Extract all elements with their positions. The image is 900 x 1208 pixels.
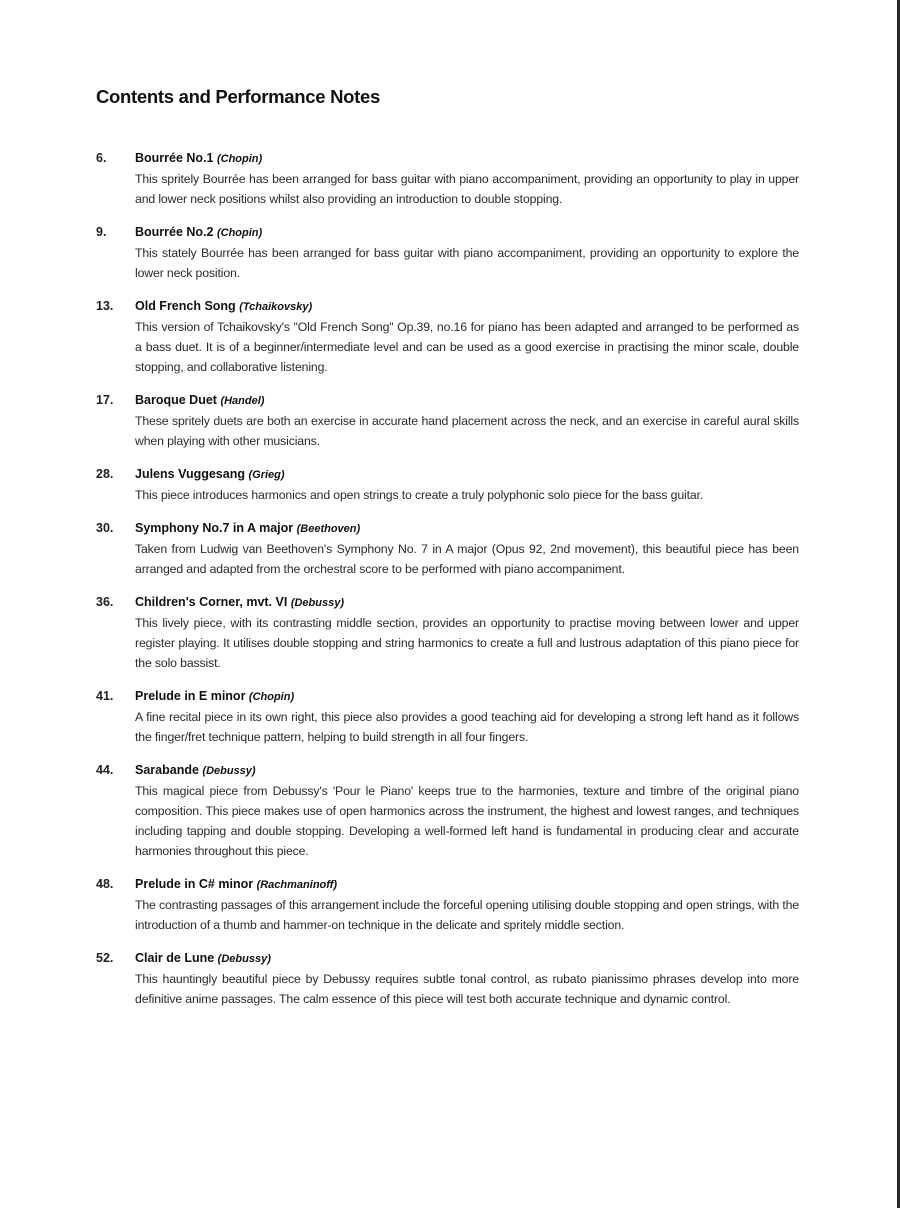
entry-description: This piece introduces harmonics and open strings to create a truly polyphonic solo piece for the bass guitar.: [135, 488, 704, 502]
entry-page-number: 44.: [96, 763, 114, 777]
entry-piece-title: Julens Vuggesang: [135, 467, 245, 481]
entry-content: [135, 686, 799, 747]
entry-heading: [135, 222, 799, 243]
contents-entry: [96, 148, 799, 209]
entry-piece-title: Bourrée No.1: [135, 151, 214, 165]
entry-description: A fine recital piece in its own right, this piece also provides a good teaching aid for developing a strong left hand as it follows the finger/fret technique pattern, helping to build strength in all four fingers.: [135, 710, 799, 744]
entry-page-number: 48.: [96, 877, 114, 891]
entry-piece-title: Clair de Lune: [135, 951, 215, 965]
entry-page-number: 9.: [96, 225, 107, 239]
entry-page-number: 52.: [96, 951, 114, 965]
entry-piece-title: Children's Corner, mvt. VI: [135, 595, 288, 609]
entry-composer: (Chopin): [248, 691, 295, 703]
entry-description: This stately Bourrée has been arranged for bass guitar with piano accompaniment, providing an opportunity to explore the lower neck position.: [135, 246, 799, 280]
entry-description: Taken from Ludwig van Beethoven's Symphony No. 7 in A major (Opus 92, 2nd movement), this beautiful piece has been arranged and adapted from the orchestral score to be performed with piano accompaniment.: [135, 542, 799, 576]
entry-composer: (Rachmaninoff): [256, 879, 338, 891]
entry-composer: (Grieg): [248, 469, 285, 481]
entry-heading: [135, 592, 799, 613]
entry-page-number: 28.: [96, 467, 114, 481]
entry-heading: [135, 518, 799, 539]
entry-heading: [135, 148, 799, 169]
entry-piece-title: Old French Song: [135, 299, 236, 313]
entry-heading: [135, 760, 799, 781]
entry-composer: (Beethoven): [296, 523, 361, 535]
contents-list: [96, 148, 799, 1022]
entry-page-number: 13.: [96, 299, 114, 313]
entry-description: This spritely Bourrée has been arranged for bass guitar with piano accompaniment, providing an opportunity to play in upper and lower neck positions whilst also providing an introduction to double stopping.: [135, 172, 799, 206]
contents-entry: [96, 390, 799, 451]
entry-page-number: 30.: [96, 521, 114, 535]
entry-composer: (Handel): [220, 395, 265, 407]
entry-content: [135, 296, 799, 377]
entry-content: [135, 592, 799, 673]
entry-piece-title: Prelude in C# minor: [135, 877, 254, 891]
entry-composer: (Chopin): [216, 227, 263, 239]
entry-composer: (Tchaikovsky): [239, 301, 313, 313]
entry-page-number: 17.: [96, 393, 114, 407]
entry-content: [135, 390, 799, 451]
entry-content: [135, 148, 799, 209]
entry-content: [135, 948, 799, 1009]
entry-heading: [135, 874, 799, 895]
entry-composer: (Debussy): [290, 597, 344, 609]
entry-piece-title: Bourrée No.2: [135, 225, 214, 239]
page-title: Contents and Performance Notes: [96, 86, 380, 107]
entry-composer: (Chopin): [216, 153, 263, 165]
entry-content: [135, 464, 799, 505]
contents-entry: [96, 874, 799, 935]
entry-page-number: 6.: [96, 151, 107, 165]
entry-piece-title: Sarabande: [135, 763, 199, 777]
entry-content: [135, 518, 799, 579]
entry-content: [135, 222, 799, 283]
contents-entry: [96, 296, 799, 377]
entry-composer: (Debussy): [217, 953, 271, 965]
entry-description: This lively piece, with its contrasting middle section, provides an opportunity to practise moving between lower and upper register playing. It utilises double stopping and string harmonics to create a full and lustrous adaptation of this piano piece for the solo bassist.: [135, 616, 799, 670]
entry-heading: [135, 390, 799, 411]
contents-entry: [96, 760, 799, 861]
entry-piece-title: Prelude in E minor: [135, 689, 246, 703]
entry-heading: [135, 948, 799, 969]
entry-description: This hauntingly beautiful piece by Debussy requires subtle tonal control, as rubato pianissimo phrases develop into more definitive anime passages. The calm essence of this piece will test both accurate technique and dynamic control.: [135, 972, 799, 1006]
contents-entry: [96, 686, 799, 747]
entry-description: The contrasting passages of this arrangement include the forceful opening utilising double stopping and open strings, with the introduction of a thumb and hammer-on technique in the delicate and spritely middle section.: [135, 898, 799, 932]
entry-piece-title: Symphony No.7 in A major: [135, 521, 294, 535]
contents-entry: [96, 592, 799, 673]
entry-page-number: 41.: [96, 689, 114, 703]
entry-description: This magical piece from Debussy's 'Pour le Piano' keeps true to the harmonies, texture and timbre of the original piano composition. This piece makes use of open harmonics across the instrument, the highest and lowest ranges, and techniques including tapping and double stopping. Developing a well-formed left hand is fundamental in producing clear and accurate harmonies throughout this piece.: [135, 784, 799, 858]
entry-heading: [135, 464, 799, 485]
entry-content: [135, 874, 799, 935]
contents-entry: [96, 948, 799, 1009]
contents-entry: [96, 464, 799, 505]
entry-composer: (Debussy): [202, 765, 256, 777]
entry-page-number: 36.: [96, 595, 114, 609]
entry-heading: [135, 296, 799, 317]
contents-entry: [96, 222, 799, 283]
contents-entry: [96, 518, 799, 579]
entry-heading: [135, 686, 799, 707]
entry-description: These spritely duets are both an exercise in accurate hand placement across the neck, and an exercise in careful aural skills when playing with other musicians.: [135, 414, 799, 448]
entry-piece-title: Baroque Duet: [135, 393, 217, 407]
entry-content: [135, 760, 799, 861]
entry-description: This version of Tchaikovsky's "Old French Song" Op.39, no.16 for piano has been adapted and arranged to be performed as a bass duet. It is of a beginner/intermediate level and can be used as a good exercise in practising the minor scale, double stopping, and collaborative listening.: [135, 320, 799, 374]
